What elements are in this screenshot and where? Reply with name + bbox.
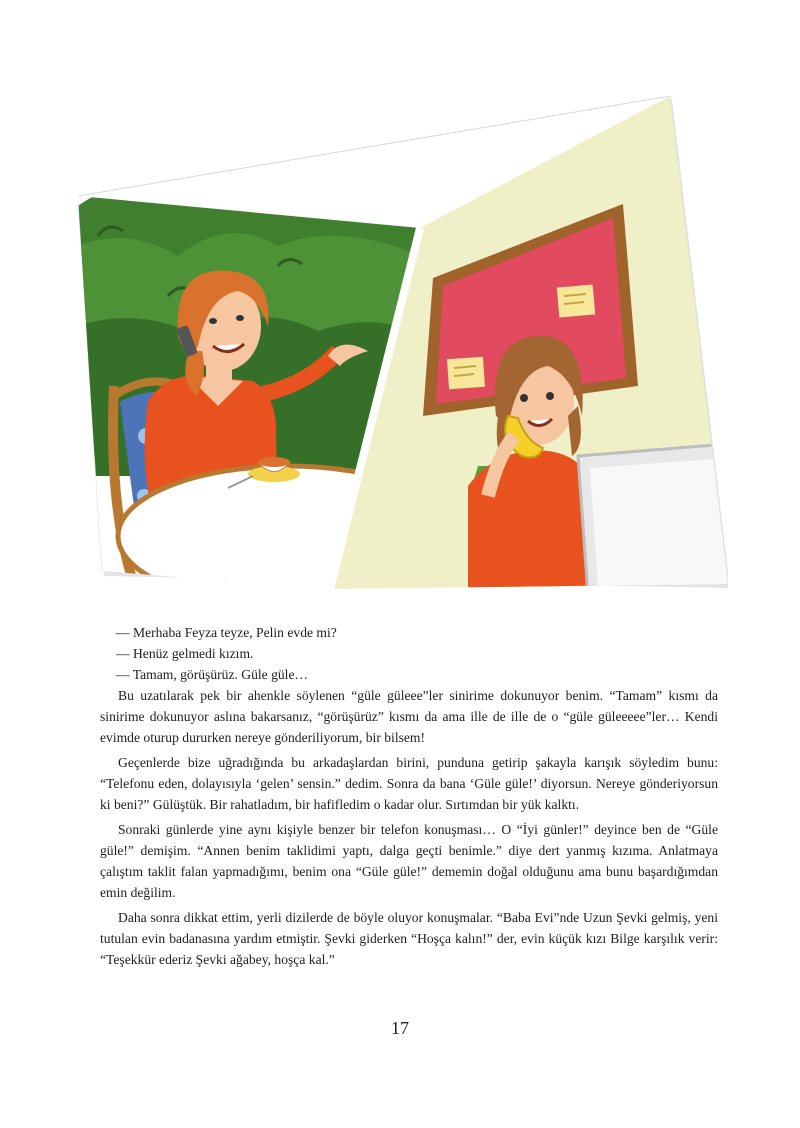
- page-number: 17: [391, 1018, 409, 1038]
- story-text: [100, 622, 718, 970]
- dialogue-line: — Henüz gelmedi kızım.: [116, 646, 254, 661]
- sticky-note-icon: [557, 284, 595, 317]
- dialogue-line: — Merhaba Feyza teyze, Pelin evde mi?: [116, 625, 337, 640]
- paragraph: Geçenlerde bize uğradığında bu arkadaşlardan birini, punduna getirip şakayla karışık söyledim bunu: “Telefonu eden, dolayısıyla ‘gelen’ sensin.” dedim. Sonra da bana ‘Güle güle!’ diyorsun. Nereye gönderiyorsun ki beni?” Gülüştük. Bir rahatladım, bir hafifledim o kadar olur. Sırtımdan bir yük kalktı.: [100, 755, 718, 812]
- phone-call-illustration: [78, 96, 728, 608]
- paragraph: Bu uzatılarak pek bir ahenkle söylenen “güle güleee”ler sinirime dokunuyor benim. “Tamam” kısmı da sinirime dokunuyor aslına bakarsanız, “görüşürüz” kısmı da ama ille de ille de o “güle güleeeee”ler… Kendi evimde oturup dururken nereye gönderiliyorum, bir bilsem!: [100, 688, 718, 745]
- paragraph: Sonraki günlerde yine aynı kişiyle benzer bir telefon konuşması… O “İyi günler!” deyince ben de “Güle güle!” demişim. “Annen benim taklidimi yaptı, dalga geçti benimle.” diye dert yanmış kızıma. Anlatmaya çalıştım taklit falan yapmadığımı, benim ona “Güle güle!” dememin doğal olduğunu ama bunu başardığımdan emin değilim.: [100, 822, 718, 900]
- paragraph: Daha sonra dikkat ettim, yerli dizilerde de böyle oluyor konuşmalar. “Baba Evi”nde Uzun Şevki gelmiş, yeni tutulan evin badanasına yardım etmiştir. Şevki giderken “Hoşça kalın!” der, evin küçük kızı Bilge karşılık verir: “Teşekkür ederiz Şevki ağabey, hoşça kal.”: [100, 910, 718, 967]
- sticky-note-icon: [447, 357, 485, 389]
- dialogue-line: — Tamam, görüşürüz. Güle güle…: [116, 667, 309, 682]
